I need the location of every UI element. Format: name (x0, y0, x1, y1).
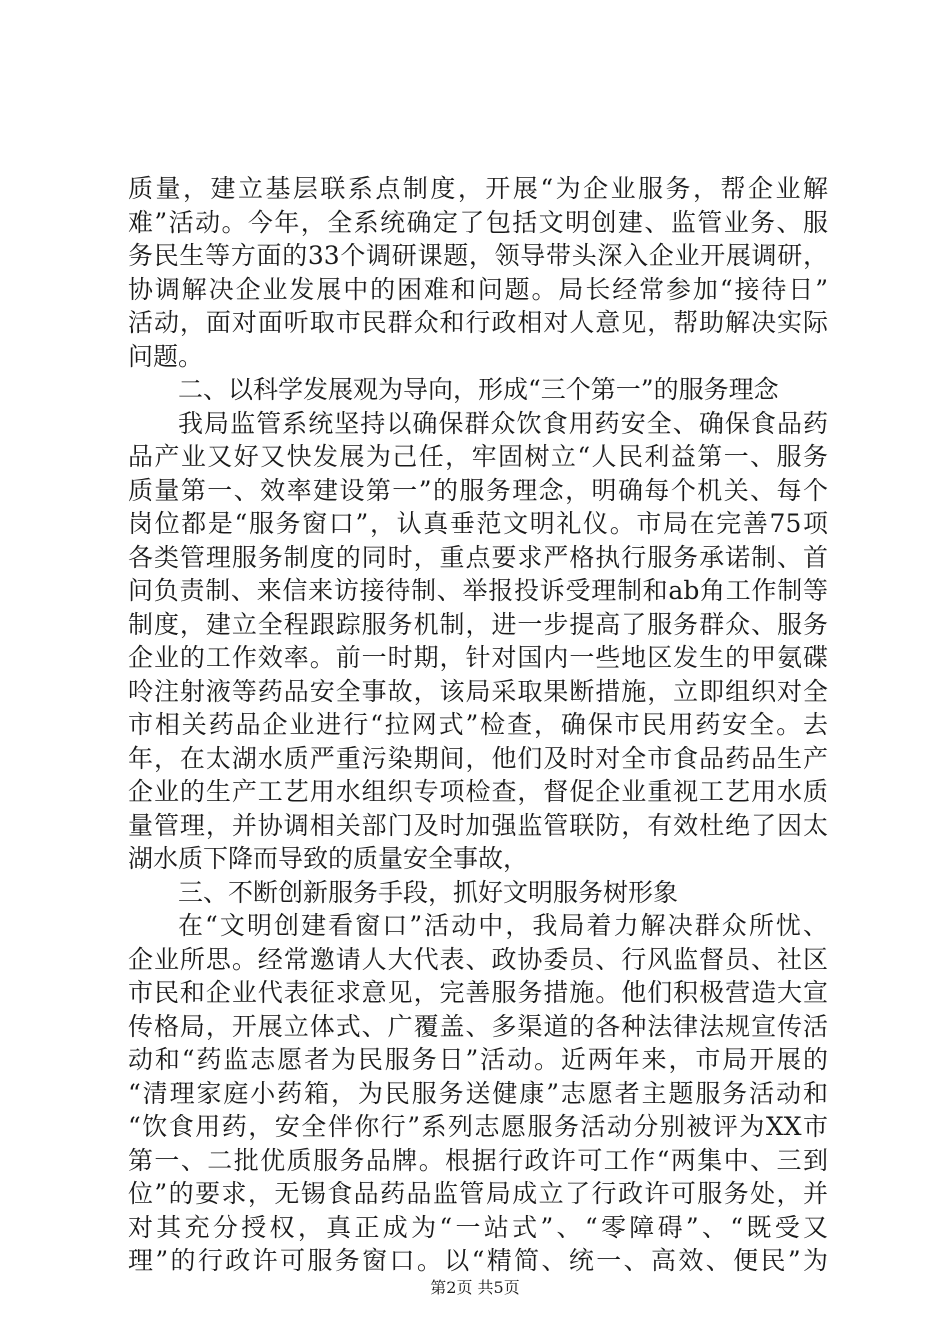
text-line: 问题。 (128, 341, 204, 371)
text-line: 企业所思。经常邀请人大代表、政协委员、行风监督员、社区 (128, 944, 828, 974)
text-line: 理”的行政许可服务窗口。以“精简、统一、高效、便民”为 (128, 1246, 828, 1275)
text-line: 市相关药品企业进行“拉网式”检查，确保市民用药安全。去 (128, 710, 828, 739)
page-number-footer: 第2页 共5页 (430, 1278, 520, 1297)
text-line: 量管理，并协调相关部门及时加强监管联防，有效杜绝了因太 (128, 810, 828, 840)
document-body (128, 172, 828, 1278)
text-line: 各类管理服务制度的同时，重点要求严格执行服务承诺制、首 (128, 542, 828, 572)
text-line: 传格局，开展立体式、广覆盖、多渠道的各种法律法规宣传活 (128, 1011, 828, 1041)
text-line: 岗位都是“服务窗口”，认真垂范文明礼仪。市局在完善75项 (128, 509, 828, 538)
text-line: 市民和企业代表征求意见，完善服务措施。他们积极营造大宣 (128, 978, 828, 1007)
text-line: 对其充分授权，真正成为“一站式”、“零障碍”、“既受又 (128, 1212, 828, 1242)
text-line: 我局监管系统坚持以确保群众饮食用药安全、确保食品药 (178, 408, 828, 438)
text-line: 动和“药监志愿者为民服务日”活动。近两年来，市局开展的 (128, 1045, 828, 1074)
text-line: “饮食用药，安全伴你行”系列志愿服务活动分别被评为XX市 (128, 1112, 828, 1141)
section-heading: 三、不断创新服务手段，抓好文明服务树形象 (178, 877, 679, 907)
text-line: 协调解决企业发展中的困难和问题。局长经常参加“接待日” (128, 274, 828, 304)
text-line: 问负责制、来信来访接待制、举报投诉受理制和ab角工作制等 (128, 576, 828, 605)
text-line: 位”的要求，无锡食品药品监管局成立了行政许可服务处，并 (128, 1179, 828, 1208)
text-line: 呤注射液等药品安全事故，该局采取果断措施，立即组织对全 (128, 676, 828, 706)
text-line: 质量，建立基层联系点制度，开展“为企业服务，帮企业解 (128, 174, 828, 203)
text-line: 企业的工作效率。前一时期，针对国内一些地区发生的甲氨碟 (128, 643, 828, 672)
text-line: 第一、二批优质服务品牌。根据行政许可工作“两集中、三到 (128, 1145, 828, 1175)
text-line: 品产业又好又快发展为己任，牢固树立“人民利益第一、服务 (128, 442, 828, 471)
text-line: 在“文明创建看窗口”活动中，我局着力解决群众所忧、 (178, 911, 828, 940)
text-line: 难”活动。今年，全系统确定了包括文明创建、监管业务、服 (128, 207, 828, 237)
text-line: 质量第一、效率建设第一”的服务理念，明确每个机关、每个 (128, 475, 828, 505)
text-line: 年，在太湖水质严重污染期间，他们及时对全市食品药品生产 (128, 743, 828, 773)
text-line: “清理家庭小药箱，为民服务送健康”志愿者主题服务活动和 (128, 1078, 828, 1108)
text-line: 务民生等方面的33个调研课题，领导带头深入企业开展调研， (128, 241, 828, 270)
text-line: 制度，建立全程跟踪服务机制，进一步提高了服务群众、服务 (128, 609, 828, 639)
text-line: 企业的生产工艺用水组织专项检查，督促企业重视工艺用水质 (128, 777, 828, 806)
text-line: 活动，面对面听取市民群众和行政相对人意见，帮助解决实际 (128, 308, 828, 337)
text-line: 湖水质下降而导致的质量安全事故， (128, 844, 529, 873)
section-heading: 二、以科学发展观为导向，形成“三个第一”的服务理念 (178, 375, 779, 404)
